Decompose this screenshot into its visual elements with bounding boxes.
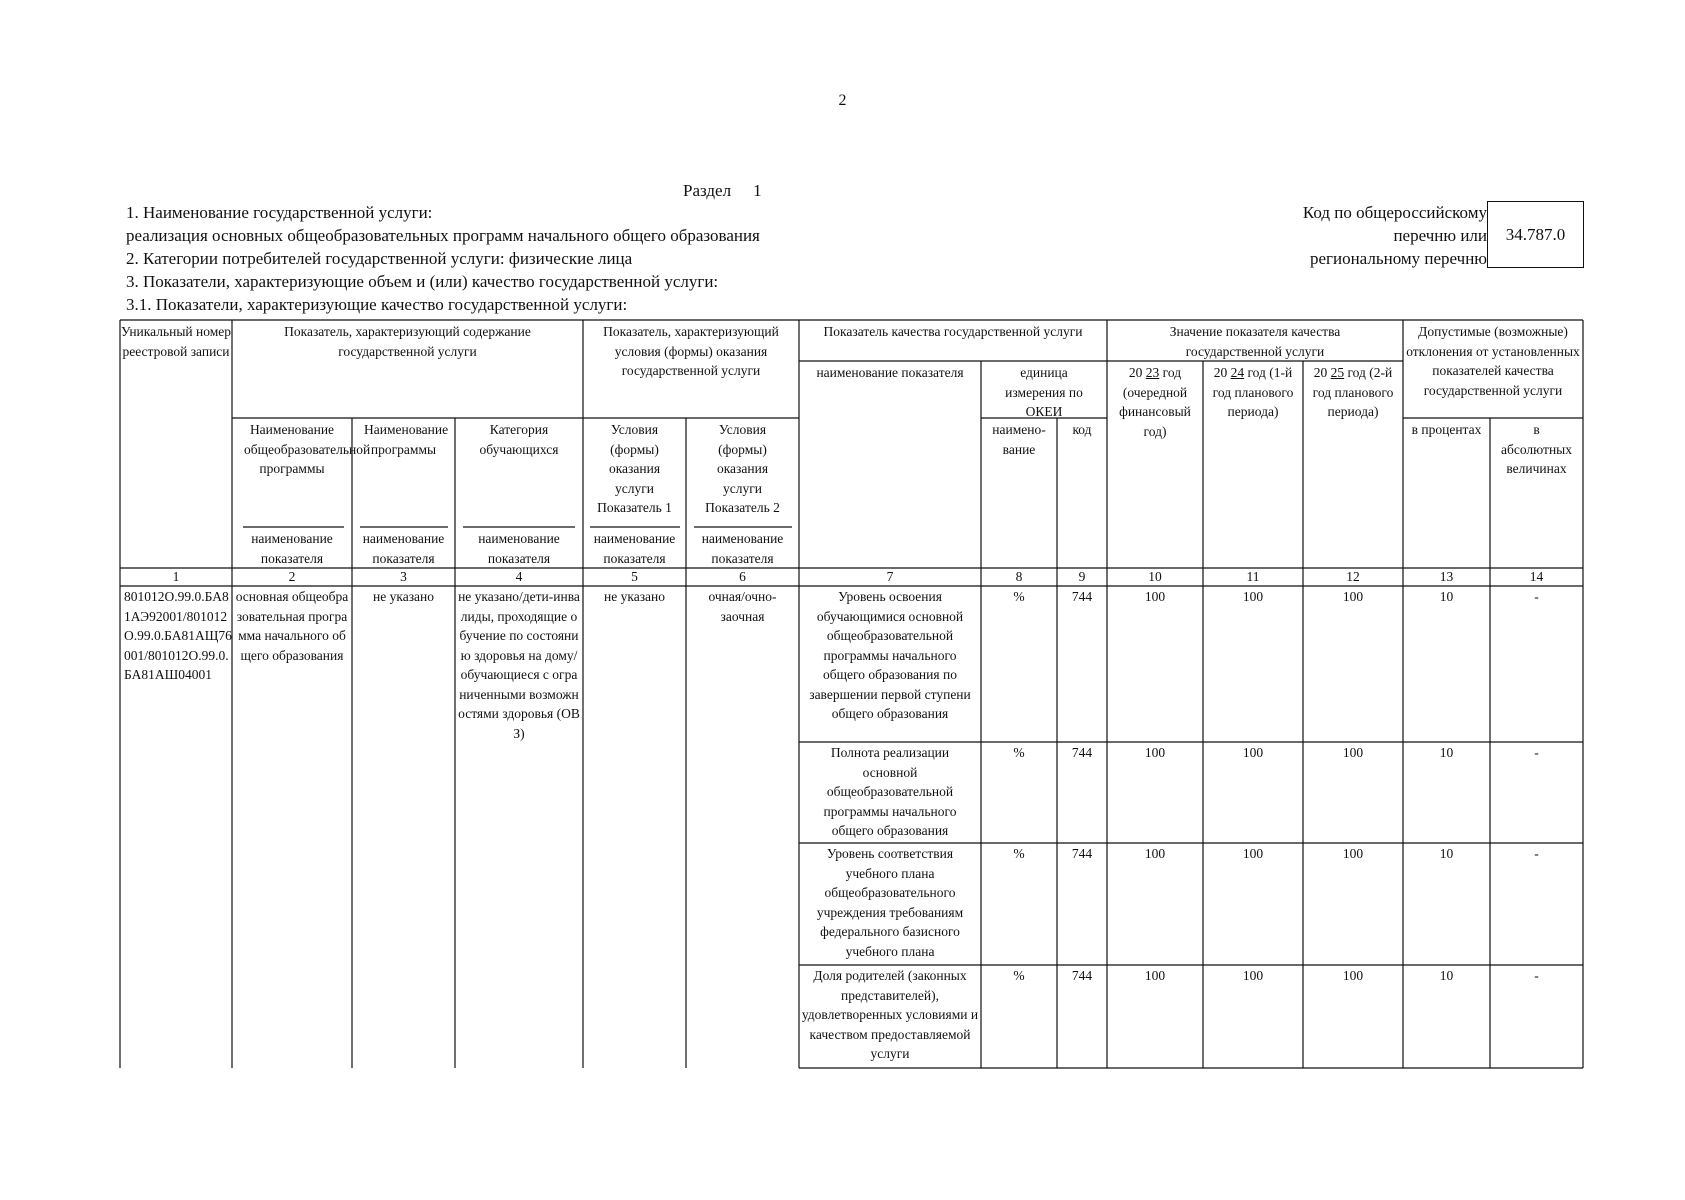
row-unit: % xyxy=(1013,745,1025,760)
row-value-1: 100 xyxy=(1144,589,1166,604)
row-indicator-name: Уровень освоения обучающимися основной общеобразовательной программы начального общего образования по завершении первой ступени общего образования xyxy=(809,589,971,721)
col-number: 3 xyxy=(400,569,407,584)
header-conditions-indicator: Показатель, характеризующий условия (формы) оказания государственной услуги xyxy=(603,324,779,378)
col-number: 7 xyxy=(886,569,894,584)
code-label-1: Код по общероссийскому xyxy=(1302,203,1487,222)
row-absolute: - xyxy=(1534,846,1539,861)
row-absolute: - xyxy=(1534,968,1539,983)
row-value-2: 100 xyxy=(1242,968,1264,983)
row-value-2: 100 xyxy=(1242,589,1264,604)
sub-indicator-5: наименование показателя xyxy=(593,531,676,566)
header-quality-value: Значение показателя качества государственной услуги xyxy=(1169,324,1341,359)
sub-indicator-3: наименование показателя xyxy=(362,531,445,566)
header-student-category: Категория обучающихся xyxy=(479,422,559,457)
header-year-1 xyxy=(1107,363,1203,443)
year1-suffix: год (очередной финансовый год) xyxy=(1119,365,1191,439)
col-number: 1 xyxy=(172,569,180,584)
col-number: 6 xyxy=(739,569,746,584)
col-number: 10 xyxy=(1148,569,1162,584)
year2-suffix: год (1-й год планового периода) xyxy=(1212,365,1294,419)
row-value-3: 100 xyxy=(1342,589,1364,604)
record-id: 801012О.99.0.БА81АЭ92001/801012О.99.0.БА81АЩ76001/801012О.99.0.БА81АШ04001 xyxy=(124,589,232,682)
sub-indicator-2: наименование показателя xyxy=(251,531,333,566)
row-percent: 10 xyxy=(1439,745,1454,760)
quality-indicators-line: 3.1. Показатели, характеризующие качество государственной услуги: xyxy=(126,295,628,314)
code-value: 34.787.0 xyxy=(1505,224,1566,244)
header-quality-indicator: Показатель качества государственной услуги xyxy=(823,324,1083,339)
record-program-name: не указано xyxy=(373,589,434,604)
year3-value: 25 xyxy=(1330,365,1345,380)
row-percent: 10 xyxy=(1439,589,1454,604)
service-name-label: 1. Наименование государственной услуги: xyxy=(126,203,433,222)
row-absolute: - xyxy=(1534,589,1539,604)
row-value-1: 100 xyxy=(1144,968,1166,983)
year1-value: 23 xyxy=(1145,365,1160,380)
header-condition-1: Условия (формы) оказания услуги Показатель 1 xyxy=(597,422,672,515)
year2-value: 24 xyxy=(1230,365,1245,380)
row-value-2: 100 xyxy=(1242,846,1264,861)
header-content-indicator: Показатель, характеризующий содержание государственной услуги xyxy=(284,324,531,359)
sub-indicator-6: наименование показателя xyxy=(701,531,784,566)
row-unit: % xyxy=(1013,589,1025,604)
section-label: Раздел xyxy=(683,181,732,200)
row-code: 744 xyxy=(1071,589,1093,604)
row-value-1: 100 xyxy=(1144,846,1166,861)
record-category: не указано/дети-инвалиды, проходящие обучение по состоянию здоровья на дому/обучающиеся с ограниченными возможностями здоровья (ОВЗ) xyxy=(458,589,580,741)
row-unit: % xyxy=(1013,846,1025,861)
header-program-type: Наименование общеобразовательной программы xyxy=(244,422,371,476)
row-code: 744 xyxy=(1071,968,1093,983)
row-indicator-name: Полнота реализации основной общеобразовательной программы начального общего образования xyxy=(823,745,957,838)
row-percent: 10 xyxy=(1439,846,1454,861)
header-unit-okei: единица измерения по ОКЕИ xyxy=(1005,365,1083,419)
indicators-line: 3. Показатели, характеризующие объем и (или) качество государственной услуги: xyxy=(126,272,719,291)
service-name: реализация основных общеобразовательных программ начального общего образования xyxy=(126,226,760,245)
row-value-3: 100 xyxy=(1342,846,1364,861)
code-label-3: региональному перечню xyxy=(1309,249,1487,268)
col-number: 9 xyxy=(1078,569,1086,584)
row-percent: 10 xyxy=(1439,968,1454,983)
col-number: 2 xyxy=(288,569,296,584)
header-unit-code: код xyxy=(1072,422,1092,437)
header-in-percent: в процентах xyxy=(1411,422,1482,437)
row-code: 744 xyxy=(1071,745,1093,760)
year2-prefix: 20 xyxy=(1213,365,1228,380)
row-value-3: 100 xyxy=(1342,745,1364,760)
col-number: 12 xyxy=(1346,569,1360,584)
col-number: 13 xyxy=(1439,569,1454,584)
header-condition-2: Условия (формы) оказания услуги Показатель 2 xyxy=(705,422,780,515)
header-program-name: Наименование программы xyxy=(364,422,449,457)
row-indicator-name: Уровень соответствия учебного плана общеобразовательного учреждения требованиям федерального базисного учебного плана xyxy=(816,846,964,959)
header-year-3 xyxy=(1303,363,1403,443)
row-unit: % xyxy=(1013,968,1025,983)
page-number: 2 xyxy=(838,92,847,109)
header-deviations: Допустимые (возможные) отклонения от установленных показателей качества государственной услуги xyxy=(1406,324,1580,398)
section-number: 1 xyxy=(753,181,762,200)
section-title xyxy=(683,181,762,201)
record-condition-1: не указано xyxy=(604,589,665,604)
year3-suffix: год (2-й год планового периода) xyxy=(1312,365,1394,419)
col-number: 5 xyxy=(631,569,638,584)
row-absolute: - xyxy=(1534,745,1539,760)
header-unit-name: наимено-вание xyxy=(992,422,1046,457)
col-number: 4 xyxy=(515,569,523,584)
sub-indicator-4: наименование показателя xyxy=(478,531,560,566)
row-value-1: 100 xyxy=(1144,745,1166,760)
row-value-2: 100 xyxy=(1242,745,1264,760)
col-number: 14 xyxy=(1529,569,1544,584)
header-unique-number: Уникальный номер реестровой записи xyxy=(120,324,232,359)
code-label-2: перечню или xyxy=(1393,226,1487,245)
row-value-3: 100 xyxy=(1342,968,1364,983)
col-number: 11 xyxy=(1246,569,1260,584)
row-indicator-name: Доля родителей (законных представителей), удовлетворенных условиями и качеством предоставляемой услуги xyxy=(801,968,979,1061)
header-in-absolute: в абсолютных величинах xyxy=(1500,422,1572,476)
col-number: 8 xyxy=(1015,569,1023,584)
row-code: 744 xyxy=(1071,846,1093,861)
year3-prefix: 20 xyxy=(1313,365,1328,380)
consumers-line: 2. Категории потребителей государственной услуги: физические лица xyxy=(126,249,633,268)
record-condition-2: очная/очно-заочная xyxy=(708,589,777,624)
year1-prefix: 20 xyxy=(1128,365,1143,380)
code-box xyxy=(1487,201,1584,268)
header-indicator-name: наименование показателя xyxy=(816,365,964,380)
header-year-2 xyxy=(1203,363,1303,443)
record-program: основная общеобразовательная программа начального общего образования xyxy=(235,589,349,663)
